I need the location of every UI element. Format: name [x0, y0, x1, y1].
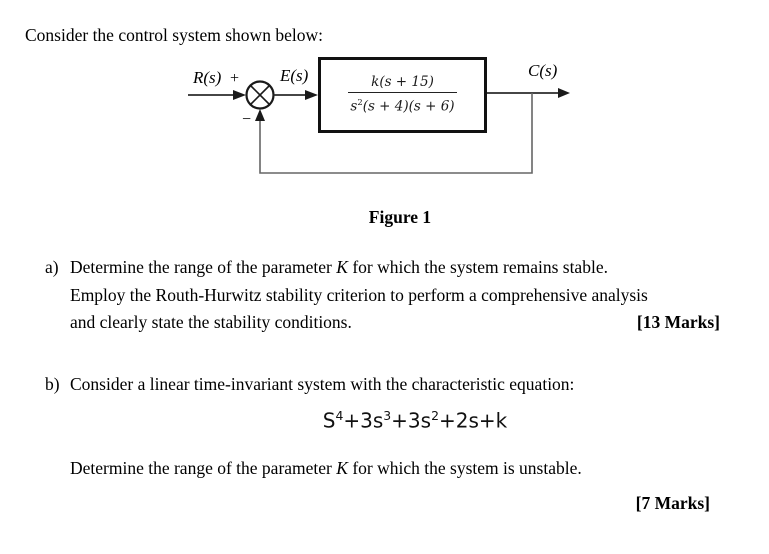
output-arrowhead-icon [558, 88, 570, 98]
input-arrowhead-icon [233, 90, 246, 100]
feedback-arrowhead-icon [255, 109, 265, 121]
question-a-line3: and clearly state the stability conditions. [13 Marks] [70, 309, 745, 337]
transfer-function-denominator: $s^2(s + 4)(s + 6)$ [348, 92, 456, 115]
question-a-line1: Determine the range of the parameter K for which the system remains stable. [70, 257, 608, 277]
characteristic-equation: $S^4+3s^3+3s^2+2s+k$ [322, 408, 508, 433]
minus-sign: − [242, 111, 252, 128]
transfer-function-wrap [318, 57, 487, 132]
question-a-label: a) [45, 257, 59, 277]
question-a-marks: [13 Marks] [636, 312, 720, 332]
output-signal-label: C(s) [528, 61, 558, 80]
parameter-k: K [336, 257, 348, 277]
parameter-k: K [336, 458, 348, 478]
figure-caption: Figure 1 [368, 207, 432, 227]
plus-sign: + [230, 70, 240, 87]
question-b-line2: Determine the range of the parameter K for which the system is unstable. [70, 458, 582, 478]
question-b-line1: Consider a linear time-invariant system with the characteristic equation: [70, 374, 575, 394]
input-signal-label: R(s) [193, 68, 222, 87]
error-signal-label: E(s) [280, 66, 309, 85]
question-b-marks: [7 Marks] [635, 493, 710, 513]
transfer-function-numerator: k(s + 15) [371, 73, 434, 90]
question-b [45, 371, 745, 399]
transfer-function [348, 75, 456, 115]
question-a [45, 254, 745, 337]
question-a-line2: Employ the Routh-Hurwitz stability criterion to perform a comprehensive analysis [70, 284, 648, 305]
page-title: Consider the control system shown below: [25, 25, 323, 45]
question-b-label: b) [45, 374, 60, 394]
block-input-arrowhead-icon [305, 90, 318, 100]
